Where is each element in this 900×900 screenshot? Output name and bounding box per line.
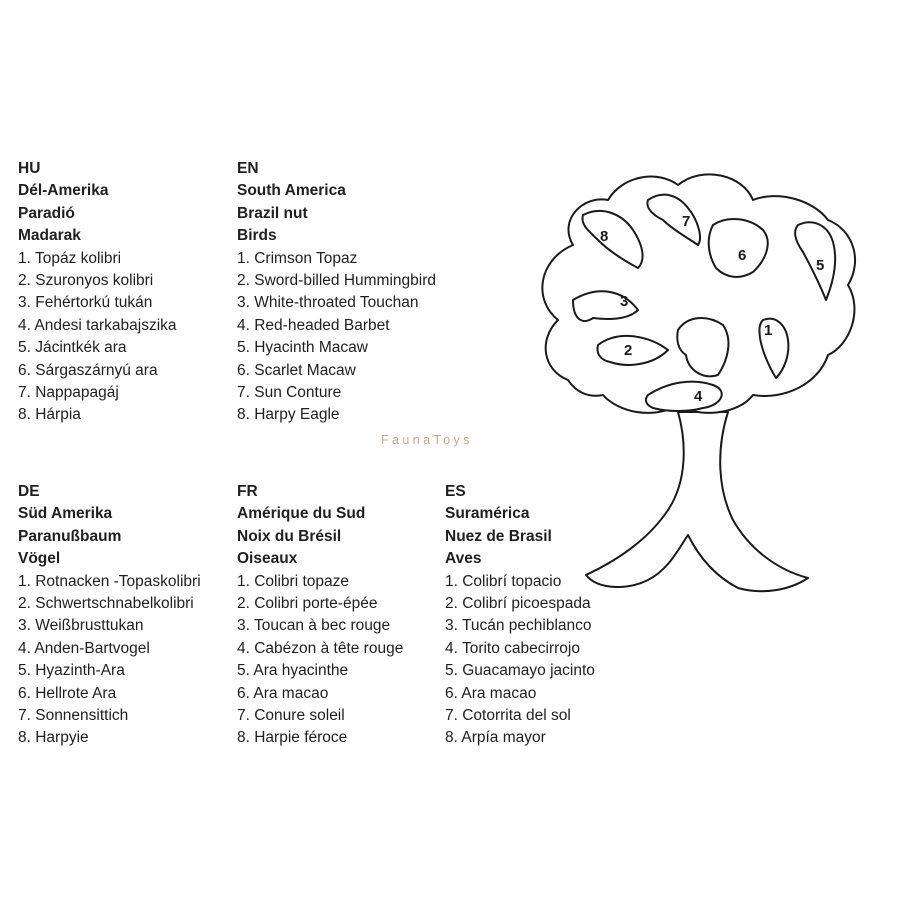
list-fr	[237, 481, 403, 750]
heading-line: Vögel	[18, 550, 61, 568]
tree-trunk	[586, 412, 808, 591]
list-item: 8. Harpie féroce	[237, 729, 348, 747]
list-item: 1. Colibrí topacio	[445, 572, 562, 590]
tree-number-7: 7	[682, 213, 691, 230]
list-item: 6. Ara macao	[445, 684, 537, 702]
heading-line: Oiseaux	[237, 550, 298, 568]
list-item: 5. Ara hyacinthe	[237, 662, 349, 680]
heading-line: South America	[237, 182, 346, 200]
list-item: 2. Sword-billed Hummingbird	[237, 272, 436, 290]
list-item: 2. Schwertschnabelkolibri	[18, 595, 194, 613]
tree-number-5: 5	[816, 257, 825, 274]
heading-line: Madarak	[18, 227, 81, 245]
list-item: 8. Harpyie	[18, 729, 89, 747]
heading-line: Brazil nut	[237, 204, 308, 222]
list-item: 4. Torito cabecirrojo	[445, 639, 580, 657]
list-item: 6. Ara macao	[237, 684, 329, 702]
list-item: 3. White-throated Touchan	[237, 294, 419, 312]
tree-number-8: 8	[600, 228, 609, 245]
heading-line: Suramérica	[445, 505, 530, 523]
list-item: 6. Scarlet Macaw	[237, 361, 356, 379]
list-item: 1. Rotnacken -Topaskolibri	[18, 572, 201, 590]
tree-puzzle-diagram	[528, 150, 868, 600]
list-hu	[18, 158, 177, 427]
list-item: 4. Andesi tarkabajszika	[18, 316, 177, 334]
list-item: 4. Cabézon à tête rouge	[237, 639, 404, 657]
list-item: 5. Hyazinth-Ara	[18, 662, 125, 680]
tree-number-6: 6	[738, 247, 747, 264]
list-item: 2. Colibri porte-épée	[237, 595, 378, 613]
heading-line: Nuez de Brasil	[445, 527, 552, 545]
heading-line: Süd Amerika	[18, 505, 113, 523]
list-item: 7. Nappapagáj	[18, 384, 119, 402]
list-item: 1. Topáz kolibri	[18, 249, 122, 267]
language-code: DE	[18, 483, 40, 500]
list-item: 8. Arpía mayor	[445, 729, 546, 747]
list-item: 4. Anden-Bartvogel	[18, 639, 150, 657]
list-item: 3. Tucán pechiblanco	[445, 617, 592, 635]
heading-line: Birds	[237, 227, 277, 245]
list-item: 2. Colibrí picoespada	[445, 595, 591, 613]
list-item: 5. Hyacinth Macaw	[237, 339, 368, 357]
list-item: 6. Hellrote Ara	[18, 684, 117, 702]
heading-line: Amérique du Sud	[237, 505, 366, 523]
tree-number-1: 1	[764, 322, 773, 339]
heading-line: Dél-Amerika	[18, 182, 109, 200]
list-item: 4. Red-headed Barbet	[237, 316, 390, 334]
list-item: 8. Hárpia	[18, 406, 81, 424]
list-item: 1. Colibri topaze	[237, 572, 350, 590]
tree-number-2: 2	[624, 342, 633, 359]
list-item: 1. Crimson Topaz	[237, 249, 358, 267]
list-item: 2. Szuronyos kolibri	[18, 272, 154, 290]
heading-line: Paranußbaum	[18, 527, 122, 545]
list-item: 7. Sun Conture	[237, 384, 342, 402]
heading-line: Paradió	[18, 204, 75, 222]
heading-line: Noix du Brésil	[237, 527, 342, 545]
list-item: 7. Sonnensittich	[18, 707, 129, 725]
language-code: FR	[237, 483, 258, 500]
language-code: EN	[237, 160, 259, 177]
list-item: 7. Conure soleil	[237, 707, 345, 725]
list-item: 7. Cotorrita del sol	[445, 707, 571, 725]
list-item: 6. Sárgaszárnyú ara	[18, 361, 158, 379]
list-item: 3. Fehértorkú tukán	[18, 294, 153, 312]
brand-watermark: FaunaToys	[381, 433, 473, 447]
language-code: ES	[445, 483, 466, 500]
list-en	[237, 158, 436, 427]
list-item: 5. Jácintkék ara	[18, 339, 127, 357]
list-item: 5. Guacamayo jacinto	[445, 662, 595, 680]
list-de	[18, 481, 201, 750]
heading-line: Aves	[445, 550, 482, 568]
list-item: 3. Weißbrusttukan	[18, 617, 144, 635]
list-item: 8. Harpy Eagle	[237, 406, 340, 424]
list-item: 3. Toucan à bec rouge	[237, 617, 391, 635]
language-code: HU	[18, 160, 41, 177]
tree-number-4: 4	[694, 388, 703, 405]
tree-number-3: 3	[620, 293, 629, 310]
